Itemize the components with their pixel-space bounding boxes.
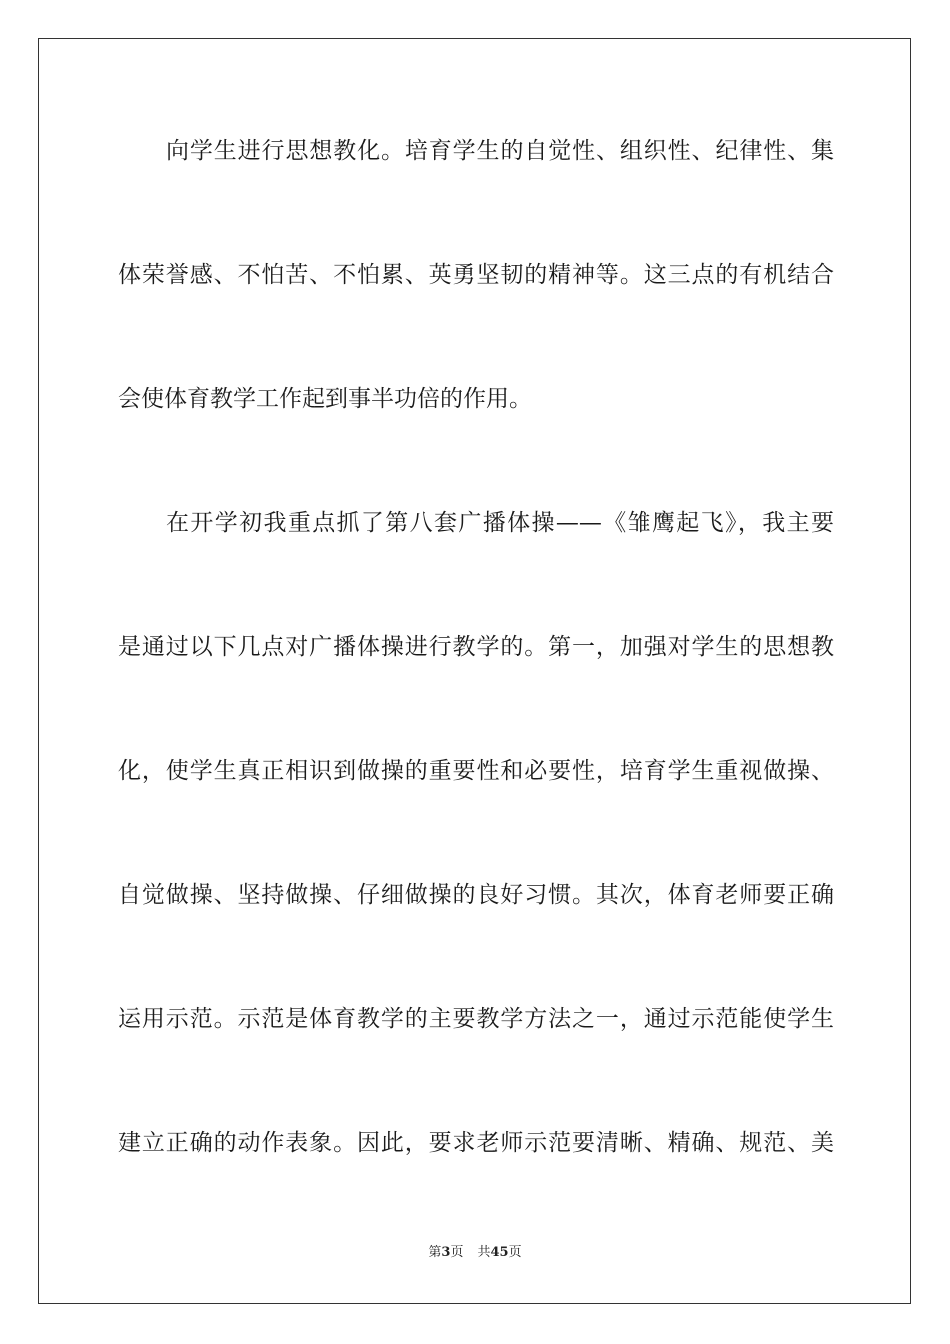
text-line: 自觉做操、坚持做操、仔细做操的良好习惯。其次，体育老师要正确: [118, 882, 834, 908]
total-suffix: 页: [508, 1245, 522, 1260]
text-line: 建立正确的动作表象。因此，要求老师示范要清晰、精确、规范、美: [118, 1130, 834, 1156]
total-pages: 45: [490, 1245, 509, 1260]
page-border: [38, 38, 911, 1304]
page-number: 3: [441, 1245, 451, 1260]
page-prefix: 第: [428, 1245, 442, 1260]
text-line: 向学生进行思想教化。培育学生的自觉性、组织性、纪律性、集: [166, 138, 834, 164]
page-suffix: 页: [450, 1245, 464, 1260]
text-line: 化，使学生真正相识到做操的重要性和必要性，培育学生重视做操、: [118, 758, 834, 784]
text-line: 运用示范。示范是体育教学的主要教学方法之一，通过示范能使学生: [118, 1006, 834, 1032]
page-footer: [0, 1244, 950, 1262]
text-line: 在开学初我重点抓了第八套广播体操——《雏鹰起飞》，我主要: [166, 510, 834, 536]
text-line: 会使体育教学工作起到事半功倍的作用。: [118, 386, 532, 412]
text-line: 是通过以下几点对广播体操进行教学的。第一，加强对学生的思想教: [118, 634, 834, 660]
text-line: 体荣誉感、不怕苦、不怕累、英勇坚韧的精神等。这三点的有机结合: [118, 262, 834, 288]
total-prefix: 共: [477, 1245, 491, 1260]
